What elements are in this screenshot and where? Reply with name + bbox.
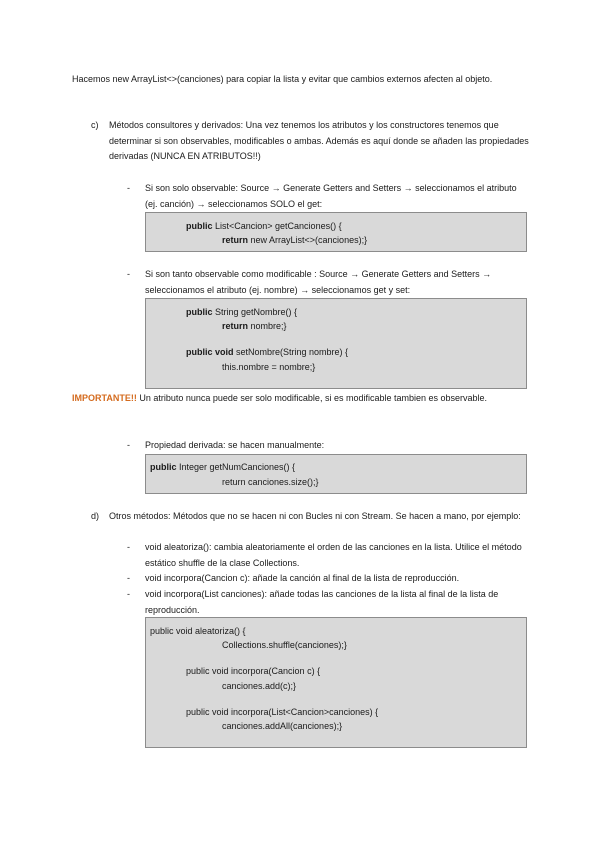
list-item: void incorpora(Cancion c): añade la canción al final de la lista de reproducción. [145, 573, 460, 583]
code-block-getter-setter [145, 298, 527, 389]
bullet-dash: - [127, 183, 130, 193]
code-line: return canciones.size();} [222, 477, 319, 487]
code-block-other-methods [145, 617, 527, 748]
bullet-dash: - [127, 573, 130, 583]
code-line: public void incorpora(List<Cancion>canciones) { [186, 707, 379, 717]
code-line: return nombre;} [222, 321, 287, 331]
bullet-dash: - [127, 440, 130, 450]
observable-bullet: Si son solo observable: Source → Generate Getters and Setters → seleccionamos el atributo (ej. canción) → seleccionamos SOLO el get: [145, 183, 517, 209]
code-line: this.nombre = nombre;} [222, 362, 316, 372]
section-c-text: Métodos consultores y derivados: Una vez tenemos los atributos y los constructores tenemos que determinar si son observables, modificables o ambas. Además es aquí donde se añaden las propiedades derivadas (NUNCA EN ATRIBUTOS!!) [109, 120, 529, 161]
observable-modifiable-bullet: Si son tanto observable como modificable : Source → Generate Getters and Setters → seleccionamos el atributo (ej. nombre) → seleccionamos get y set: [145, 269, 492, 295]
list-item: void aleatoriza(): cambia aleatoriamente el orden de las canciones en la lista. Utilice el método estático shuffle de la clase Collections. [145, 542, 522, 568]
intro-paragraph: Hacemos new ArrayList<>(canciones) para copiar la lista y evitar que cambios externos afecten al objeto. [72, 74, 493, 84]
code-line: return new ArrayList<>(canciones);} [222, 235, 368, 245]
code-line: public Integer getNumCanciones() { [150, 462, 296, 472]
code-block-getter [145, 212, 527, 252]
code-line: public void aleatoriza() { [150, 626, 246, 636]
code-line: canciones.addAll(canciones);} [222, 721, 343, 731]
important-label: IMPORTANTE!! [72, 393, 137, 403]
bullet-dash: - [127, 589, 130, 599]
bullet-dash: - [127, 542, 130, 552]
section-d-text: Otros métodos: Métodos que no se hacen ni con Bucles ni con Stream. Se hacen a mano, por ejemplo: [109, 511, 521, 521]
code-line: public String getNombre() { [186, 307, 298, 317]
code-block-derived [145, 454, 527, 494]
bullet-dash: - [127, 269, 130, 279]
important-note: IMPORTANTE!! Un atributo nunca puede ser solo modificable, si es modificable tambien es observable. [72, 393, 488, 403]
list-item: void incorpora(List canciones): añade todas las canciones de la lista al final de la lista de reproducción. [145, 589, 499, 615]
code-line: public List<Cancion> getCanciones() { [186, 221, 342, 231]
code-line: canciones.add(c);} [222, 681, 297, 691]
derived-bullet: Propiedad derivada: se hacen manualmente: [145, 440, 325, 450]
code-line: public void incorpora(Cancion c) { [186, 666, 321, 676]
code-line: public void setNombre(String nombre) { [186, 347, 349, 357]
code-line: Collections.shuffle(canciones);} [222, 640, 347, 650]
section-d-label: d) [91, 511, 100, 521]
section-c-label: c) [91, 120, 99, 130]
